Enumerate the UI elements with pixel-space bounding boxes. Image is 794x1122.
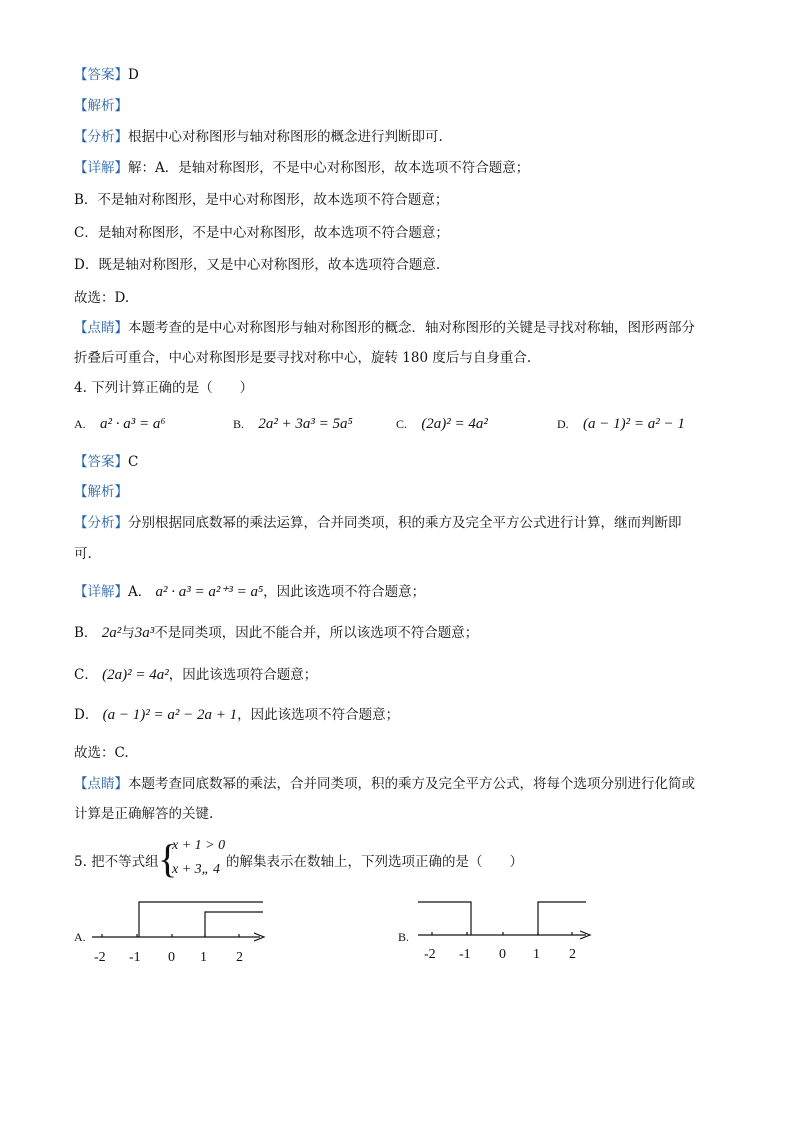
q4-option-a [74, 415, 166, 433]
solution-bracket-x-lt-minus-1 [418, 902, 471, 935]
inequality-1: x + 1 > 0 [172, 838, 226, 853]
q4-option-b [233, 415, 353, 433]
xiangjie-a-prefix: A． [128, 584, 152, 600]
tick-label-0: 0 [499, 947, 506, 962]
xiangjie-d-suffix: ，因此该选项不符合题意； [237, 707, 400, 723]
option-b-label: B. [233, 417, 245, 431]
xiangjie-tag: 【详解】 [74, 160, 128, 176]
q4-stem: 4. 下列计算正确的是（ ） [74, 380, 254, 396]
q4-option-d [557, 415, 685, 433]
q3-line-b: B．不是轴对称图形，是中心对称图形，故本选项不符合题意； [74, 192, 449, 208]
xiangjie-tag: 【详解】 [74, 584, 128, 600]
analysis-tag: 【解析】 [74, 484, 128, 500]
xiangjie-c-suffix: ，因此该选项符合题意； [168, 667, 318, 683]
q4-xiangjie-a [74, 583, 425, 601]
answer-tag: 【答案】 [74, 67, 128, 83]
q3-answer [74, 66, 139, 84]
tick-label-minus-2: -2 [424, 947, 436, 962]
xiangjie-option-a: 解：A．是轴对称图形，不是中心对称图形，故本选项不符合题意； [128, 160, 530, 176]
answer-tag: 【答案】 [74, 454, 128, 470]
option-b-math: 2a² + 3a³ = 5a⁵ [258, 416, 353, 432]
option-a-label: A. [74, 417, 86, 431]
q4-xiangjie-b [74, 624, 478, 642]
q4-dianjing [74, 775, 695, 793]
q3-line-d: D．既是轴对称图形，又是中心对称图形，故本选项符合题意. [74, 257, 441, 273]
dianjing-line-1: 本题考查的是中心对称图形与轴对称图形的概念．轴对称图形的关键是寻找对称轴，图形两部分 [128, 320, 695, 336]
q4-xiangjie-c [74, 666, 317, 684]
q3-dianjing-line-2: 折叠后可重合，中心对称图形是要寻找对称中心，旋转 180 度后与自身重合. [74, 350, 532, 366]
xiangjie-b-suffix: 不是同类项，因此不能合并，所以该选项不符合题意； [154, 625, 479, 641]
xiangjie-b-mid: 与 [121, 625, 135, 641]
xiangjie-c-math: (2a)² = 4a² [102, 667, 169, 683]
solution-bracket-x-gt-minus-1 [139, 902, 263, 937]
q3-line-c: C．是轴对称图形，不是中心对称图形，故本选项不符合题意； [74, 225, 449, 241]
fenxi-tag: 【分析】 [74, 515, 128, 531]
option-c-math: (2a)² = 4a² [421, 416, 488, 432]
tick-label-2: 2 [236, 950, 243, 965]
xiangjie-d-prefix: D． [74, 707, 99, 723]
q4-xiangjie-d [74, 706, 399, 724]
dianjing-tag: 【点睛】 [74, 776, 128, 792]
analysis-tag: 【解析】 [74, 98, 128, 114]
q3-dianjing [74, 319, 695, 337]
tick-label-minus-2: -2 [94, 950, 106, 965]
xiangjie-a-suffix: ，因此该选项不符合题意； [263, 584, 426, 600]
tick-label-minus-1: -1 [129, 950, 141, 965]
q5-stem-prefix: 5. 把不等式组 [74, 854, 159, 870]
xiangjie-a-math: a² · a³ = a²⁺³ = a⁵ [155, 584, 264, 600]
q4-analysis-heading [74, 483, 128, 501]
q4-option-c [396, 415, 488, 433]
solution-bracket-x-ge-1 [538, 902, 586, 935]
q5-option-a-number-line [88, 895, 273, 970]
dianjing-tag: 【点睛】 [74, 320, 128, 336]
q3-fenxi [74, 128, 443, 146]
answer-value: D [128, 67, 139, 83]
inequality-2: x + 3„ 4 [172, 862, 220, 877]
option-c-label: C. [396, 417, 408, 431]
xiangjie-b-prefix: B． [74, 625, 98, 641]
q4-dianjing-line-2: 计算是正确解答的关键. [74, 806, 214, 822]
fenxi-text: 根据中心对称图形与轴对称图形的概念进行判断即可. [128, 129, 443, 145]
q3-xiangjie [74, 159, 529, 177]
q5-option-b-label: B. [398, 930, 410, 944]
q3-choose: 故选：D. [74, 290, 130, 306]
fenxi-tag: 【分析】 [74, 129, 128, 145]
tick-label-1: 1 [533, 947, 540, 962]
q3-analysis-heading [74, 97, 128, 115]
xiangjie-c-prefix: C． [74, 667, 98, 683]
q5-option-b-number-line [414, 895, 599, 970]
answer-value: C [128, 454, 139, 470]
tick-label-1: 1 [200, 950, 207, 965]
q4-fenxi-line-2: 可. [74, 546, 92, 562]
left-brace-icon: { [158, 836, 178, 881]
xiangjie-b-math-2: 3a³ [134, 625, 155, 641]
tick-label-2: 2 [569, 947, 576, 962]
xiangjie-d-math: (a − 1)² = a² − 2a + 1 [102, 707, 238, 723]
option-d-label: D. [557, 417, 569, 431]
option-d-math: (a − 1)² = a² − 1 [582, 416, 685, 432]
xiangjie-b-math-1: 2a² [101, 625, 122, 641]
tick-label-minus-1: -1 [459, 947, 471, 962]
tick-label-0: 0 [168, 950, 175, 965]
q4-answer [74, 453, 138, 471]
q4-fenxi [74, 514, 682, 532]
option-a-math: a² · a³ = a⁶ [99, 416, 166, 432]
q4-choose: 故选：C. [74, 745, 129, 761]
fenxi-line-1: 分别根据同底数幂的乘法运算，合并同类项，积的乘方及完全平方公式进行计算，继而判断即 [128, 515, 682, 531]
dianjing-line-1: 本题考查同底数幂的乘法，合并同类项，积的乘方及完全平方公式，将每个选项分别进行化简或 [128, 776, 695, 792]
q5-stem-suffix: 的解集表示在数轴上，下列选项正确的是（ ） [226, 854, 523, 870]
q5-inequality-system [158, 836, 228, 888]
q5-option-a-label: A. [74, 930, 86, 944]
